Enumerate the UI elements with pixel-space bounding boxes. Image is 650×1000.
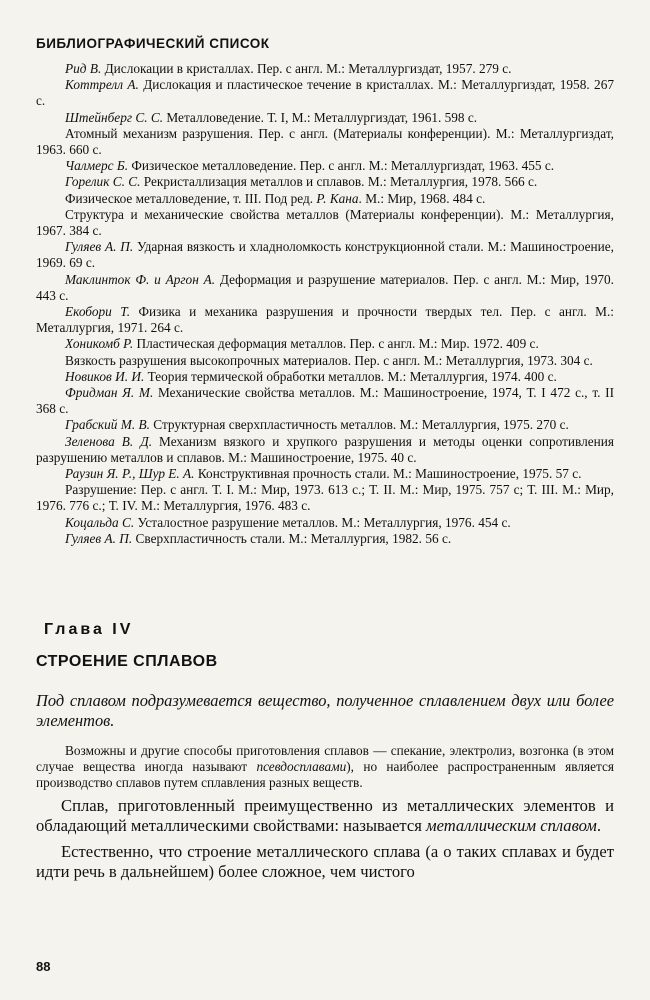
bibliography-entry xyxy=(36,369,614,385)
note-paragraph xyxy=(36,743,614,790)
bibliography-entry xyxy=(36,353,614,369)
bibliography-entry xyxy=(36,482,614,514)
entry-text: Рекристаллизация металлов и сплавов. М.: Металлургия, 1978. 566 с. xyxy=(140,174,538,190)
entry-text: Дислокации в кристаллах. Пер. с англ. М.: Металлургиздат, 1957. 279 с. xyxy=(101,61,512,76)
entry-text: Разрушение: Пер. с англ. Т. I. М.: Мир, 1973. 613 с.; Т. II. М.: Мир, 1975. 757 с; Т. III. М.: Мир, 1976. 776 с.; Т. IV. М.: Металлургия, 1976. 483 с. xyxy=(36,482,614,514)
entry-author: Раузин Я. Р., Шур Е. А. xyxy=(65,466,195,482)
bibliography-entry xyxy=(36,466,614,482)
bibliography-entry xyxy=(36,385,614,417)
body-text: Сплав, приготовленный преимущественно из металлических элементов и обладающий металлическими свойствами: называется xyxy=(36,796,614,836)
entry-author: Зеленова В. Д. xyxy=(65,433,153,449)
definition-paragraph: Под сплавом подразумевается вещество, полученное сплавлением двух или более элементов. xyxy=(36,691,614,731)
body-term: металлическим сплавом xyxy=(426,816,597,836)
entry-text: Физическое металловедение, т. III. Под ред. xyxy=(65,190,317,206)
bibliography-entry xyxy=(36,515,614,531)
entry-text: Физическое металловедение. Пер. с англ. М.: Металлургиздат, 1963. 455 с. xyxy=(128,158,555,174)
chapter-label: Глава IV xyxy=(44,621,134,639)
entry-author: Гуляев А. П. xyxy=(65,530,133,546)
bibliography-entry xyxy=(36,158,614,174)
bibliography-entry xyxy=(36,417,614,433)
entry-text: Ударная вязкость и хладноломкость конструкционной стали. М.: Машиностроение, 1969. 69 с. xyxy=(36,239,615,271)
entry-author: Фридман Я. М. xyxy=(65,385,154,401)
entry-author: Гуляев А. П. xyxy=(65,239,134,255)
note-text: Возможны и другие способы приготовления сплавов — спекание, электролиз, возгонка (в этом случае вещества иногда называют xyxy=(36,743,614,774)
bibliography-entry xyxy=(36,531,614,547)
bibliography-list xyxy=(36,61,614,547)
entry-author: Рид В. xyxy=(65,61,102,76)
entry-text: Атомный механизм разрушения. Пер. с англ. (Материалы конференции). М.: Металлургиздат, 1963. 660 с. xyxy=(36,125,614,158)
entry-author: Горелик С. С. xyxy=(65,174,141,190)
entry-author: Грабский М. В. xyxy=(65,417,150,433)
bibliography-entry xyxy=(36,434,614,466)
body-paragraph: Естественно, что строение металлического сплава (а о таких сплавах и будет идти речь в дальнейшем) более сложное, чем чистого xyxy=(36,842,614,882)
bibliography-entry xyxy=(36,77,614,109)
entry-text: Структура и механические свойства металлов (Материалы конференции). М.: Металлургия, 1967. 384 с. xyxy=(36,206,614,239)
entry-text: Вязкость разрушения высокопрочных материалов. Пер. с англ. М.: Металлургия, 1973. 304 с. xyxy=(65,352,593,368)
chapter-title: СТРОЕНИЕ СПЛАВОВ xyxy=(36,653,218,671)
bibliography-entry xyxy=(36,61,614,77)
entry-author: Коцальда С. xyxy=(65,514,135,530)
bibliography-entry xyxy=(36,191,614,207)
body-text-after: . xyxy=(596,816,602,836)
entry-text: Пластическая деформация металлов. Пер. с англ. М.: Мир. 1972. 409 с. xyxy=(133,336,539,352)
page xyxy=(36,36,614,882)
entry-text: Теория термической обработки металлов. М.: Металлургия, 1974. 400 с. xyxy=(144,368,557,384)
bibliography-entry xyxy=(36,272,614,304)
entry-text: Структурная сверхпластичность металлов. М.: Металлургия, 1975. 270 с. xyxy=(149,417,569,433)
entry-text: Физика и механика разрушения и прочности твердых тел. Пер. с англ. М.: Металлургия, 1971. 264 с. xyxy=(36,304,614,336)
entry-author: Новиков И. И. xyxy=(65,368,145,384)
bibliography-heading: БИБЛИОГРАФИЧЕСКИЙ СПИСОК xyxy=(36,36,270,51)
page-number: 88 xyxy=(36,959,51,974)
bibliography-entry xyxy=(36,336,614,352)
entry-text: Сверхпластичность стали. М.: Металлургия, 1982. 56 с. xyxy=(132,530,452,546)
entry-author: Коттрелл А. xyxy=(65,77,139,93)
entry-text: Механизм вязкого и хрупкого разрушения и методы оценки сопротивления разрушению металлов и сплавов. М.: Машиностроение, 1975. 40 с. xyxy=(36,433,615,465)
entry-author: Екобори Т. xyxy=(65,304,131,320)
entry-text: Металловедение. Т. I, М.: Металлургиздат, 1961. 598 с. xyxy=(163,109,478,125)
entry-text: Деформация и разрушение материалов. Пер. с англ. М.: Мир, 1970. 443 с. xyxy=(36,271,614,303)
body-paragraph xyxy=(36,796,614,836)
bibliography-entry xyxy=(36,304,614,336)
entry-author: Маклинток Ф. и Аргон А. xyxy=(65,271,216,287)
bibliography-entry xyxy=(36,110,614,126)
entry-author: Хоникомб Р. xyxy=(65,336,134,352)
bibliography-entry xyxy=(36,174,614,190)
entry-text: Дислокация и пластическое течение в кристаллах. М.: Металлургиздат, 1958. 267 с. xyxy=(36,77,614,109)
entry-text: Усталостное разрушение металлов. М.: Металлургия, 1976. 454 с. xyxy=(134,514,511,530)
entry-author: Чалмерс Б. xyxy=(65,158,129,174)
bibliography-entry xyxy=(36,126,614,158)
bibliography-entry xyxy=(36,239,614,271)
note-term: псевдосплавами xyxy=(256,758,347,774)
bibliography-entry xyxy=(36,207,614,239)
entry-editor: Р. Кана xyxy=(316,190,359,206)
entry-author: Штейнберг С. С. xyxy=(65,109,164,125)
entry-text: Конструктивная прочность стали. М.: Машиностроение, 1975. 57 с. xyxy=(194,466,582,482)
entry-text: Механические свойства металлов. М.: Машиностроение, 1974, Т. I 472 с., т. II 368 с. xyxy=(36,385,615,417)
note-text-after: ), но наиболее распространенным является производство сплавов путем сплавления разных веществ. xyxy=(36,758,614,790)
entry-text-after: . М.: Мир, 1968. 484 с. xyxy=(358,190,486,206)
